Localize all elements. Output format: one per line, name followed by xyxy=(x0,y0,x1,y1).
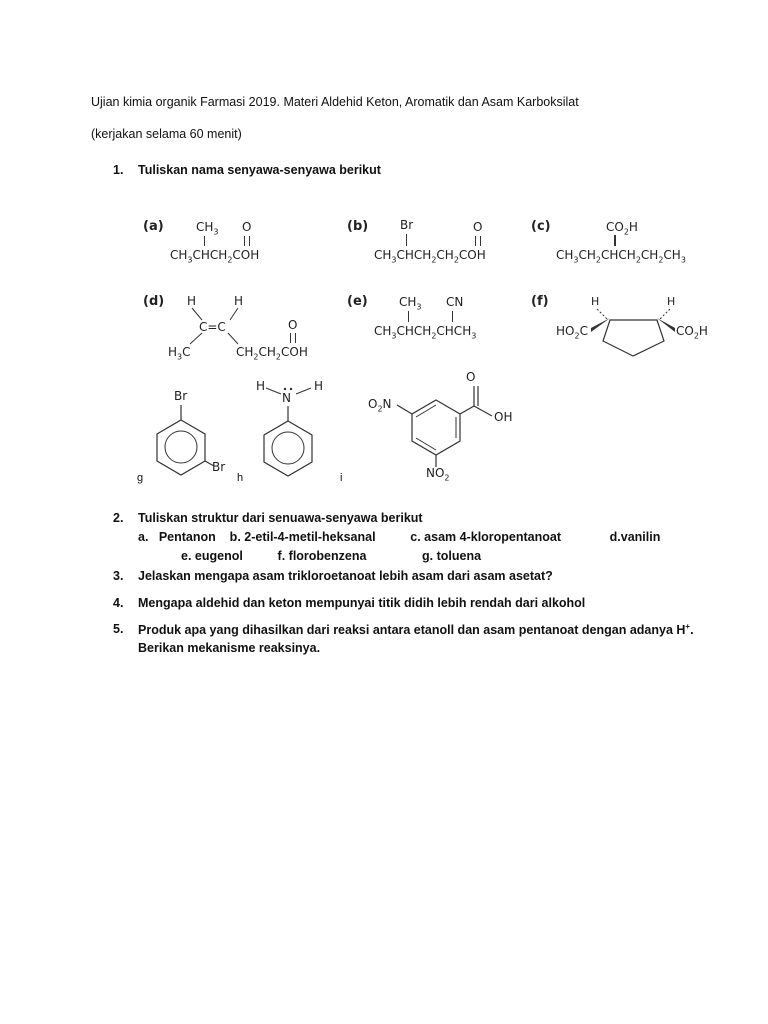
q2-line2: e. eugenol f. florobenzena g. toluena xyxy=(181,549,482,563)
d-h1: H xyxy=(187,294,197,308)
q5-line2: Berikan mekanisme reaksinya. xyxy=(138,641,321,655)
q1-text: Tuliskan nama senyawa-senyawa berikut xyxy=(138,163,381,177)
a-ch3: $CH_3$ xyxy=(196,220,219,237)
label-i: i xyxy=(340,472,343,484)
d-chain: $CH_2CH_2COH$ xyxy=(236,345,308,362)
label-b: (b) xyxy=(347,219,369,234)
label-g: g xyxy=(137,472,144,484)
q2-number: 2. xyxy=(113,511,124,525)
d-cc: C=C xyxy=(199,320,226,334)
exam-title: Ujian kimia organik Farmasi 2019. Materi Aldehid Keton, Aromatik dan Asam Karboksilat xyxy=(91,95,579,109)
i-o2n: $O_2N$ xyxy=(368,397,392,414)
e-ch3: $CH_3$ xyxy=(399,295,422,312)
label-d: (d) xyxy=(143,294,165,309)
exam-duration: (kerjakan selama 60 menit) xyxy=(91,127,242,141)
b-formula: $CH_3CHCH_2CH_2COH$ xyxy=(374,248,486,265)
q5-text: Produk apa yang dihasilkan dari reaksi antara etanoll dan asam pentanoat dengan adanya H+. xyxy=(138,622,694,638)
q5-number: 5. xyxy=(113,622,124,636)
g-br2: Br xyxy=(212,460,226,474)
d-o: O xyxy=(288,318,298,332)
h-n: N xyxy=(282,391,291,405)
q4-text: Mengapa aldehid dan keton mempunyai titik didih lebih rendah dari alkohol xyxy=(138,596,586,610)
label-c: (c) xyxy=(531,219,551,234)
f-h1: H xyxy=(591,295,600,308)
i-no2: $NO_2$ xyxy=(426,466,450,483)
i-oh: OH xyxy=(494,410,513,424)
a-o: O xyxy=(242,220,252,234)
label-f: (f) xyxy=(531,294,549,309)
b-br: Br xyxy=(400,218,414,232)
q1-number: 1. xyxy=(113,163,124,177)
f-h2: H xyxy=(667,295,676,308)
f-left: $HO_2C$ xyxy=(556,324,588,341)
d-h3c: $H_3C$ xyxy=(168,345,191,362)
q4-number: 4. xyxy=(113,596,124,610)
f-right: $CO_2H$ xyxy=(676,324,708,341)
d-h2: H xyxy=(234,294,244,308)
g-br1: Br xyxy=(174,389,188,403)
label-h: h xyxy=(237,472,244,484)
q3-text: Jelaskan mengapa asam trikloroetanoat lebih asam dari asam asetat? xyxy=(138,569,553,583)
a-formula: $CH_3CHCH_2COH$ xyxy=(170,248,260,265)
h-h2: H xyxy=(314,379,324,393)
h-h1: H xyxy=(256,379,266,393)
q2-line1: a. Pentanon b. 2-etil-4-metil-heksanal c. asam 4-kloropentanoat d.vanilin xyxy=(138,530,661,544)
label-e: (e) xyxy=(347,294,368,309)
label-a: (a) xyxy=(143,219,164,234)
c-co2h: $CO_2H$ xyxy=(606,220,638,237)
e-cn: CN xyxy=(446,295,464,309)
b-o: O xyxy=(473,220,483,234)
e-formula: $CH_3CHCH_2CHCH_3$ xyxy=(374,324,477,341)
c-formula: $CH_3CH_2CHCH_2CH_2CH_3$ xyxy=(556,248,686,265)
q3-number: 3. xyxy=(113,569,124,583)
i-o: O xyxy=(466,370,476,384)
q2-text: Tuliskan struktur dari senuawa-senyawa berikut xyxy=(138,511,423,525)
